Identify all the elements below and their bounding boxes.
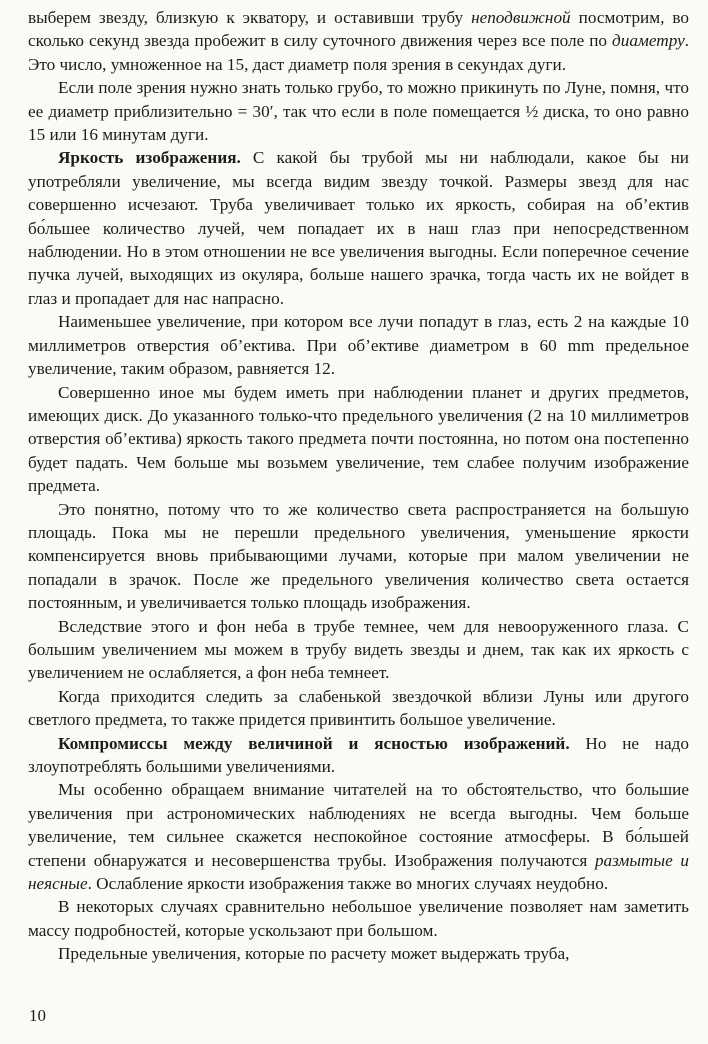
text-run: Вследствие этого и фон неба в трубе темнее, чем для невооруженного глаза. С большим увеличением мы можем в трубу видеть звезды и днем, так как их яркость с увеличением не ослабляется, а фон неба темнеет. xyxy=(28,616,689,683)
paragraph xyxy=(28,146,689,310)
paragraph xyxy=(28,778,689,895)
text-run: Когда приходится следить за слабенькой звездочкой вблизи Луны или другого светлого предмета, то также придется привинтить большое увеличение. xyxy=(28,686,689,730)
text-run: Мы особенно обращаем внимание читателей на то обстоятельство, что большие увеличения при астрономических наблюдениях не всегда выгодны. Чем больше увеличение, тем сильнее скажется неспокойное состояние атмосферы. В бо́льшей степени обнаружатся и несовершенства трубы. Изображения получаются xyxy=(28,780,689,870)
text-run: В некоторых случаях сравнительно небольшое увеличение позволяет нам заметить массу подробностей, которые ускользают при большом. xyxy=(28,897,689,940)
paragraph xyxy=(28,732,689,779)
paragraph xyxy=(28,498,689,615)
text-run: посмотрим, во сколько секунд звезда пробежит в силу суточного движения через все поле по xyxy=(28,8,689,51)
section-heading: Компромиссы между величиной и ясностью изображений. xyxy=(58,733,570,753)
paragraph xyxy=(28,6,689,76)
text-run: Но не надо злоупотреблять большими увеличениями. xyxy=(28,733,689,776)
paragraph xyxy=(28,615,689,685)
paragraph xyxy=(28,76,689,146)
emphasis: диаметру xyxy=(612,31,685,51)
paragraph xyxy=(28,895,689,942)
text-run: . Ослабление яркости изображения также во многих случаях неудобно. xyxy=(87,874,609,894)
emphasis: размытые и неясные xyxy=(28,850,689,894)
paragraph xyxy=(28,942,689,965)
text-run: Это понятно, потому что то же количество света распространяется на большую площадь. Пока мы не перешли предельного увеличения, уменьшение яркости компенсируется вновь прибывающими лучами, которые при малом увеличении не попадали в зрачок. После же предельного увеличения количество света остается постоянным, и увеличивается только площадь изображения. xyxy=(28,499,689,613)
paragraph xyxy=(28,310,689,380)
section-heading: Яркость изображения. xyxy=(58,148,241,168)
body-text xyxy=(28,6,689,966)
text-run: Если поле зрения нужно знать только грубо, то можно прикинуть по Луне, помня, что ее диаметр приблизительно = 30′, так что если в поле помещается ½ диска, то оно равно 15 или 16 минутам дуги. xyxy=(28,78,689,145)
text-run: Предельные увеличения, которые по расчету может выдержать труба, xyxy=(58,944,570,964)
page-number: 10 xyxy=(29,1006,46,1025)
emphasis: неподвижной xyxy=(471,8,571,27)
text-run: Совершенно иное мы будем иметь при наблюдении планет и других предметов, имеющих диск. До указанного только-что предельного увеличения (2 на 10 миллиметров отверстия об’ектива) яркость такого предмета почти постоянна, но потом она постепенно будет падать. Чем больше мы возьмем увеличение, тем слабее получим изображение предмета. xyxy=(28,382,689,496)
paragraph xyxy=(28,685,689,732)
text-run: Наименьшее увеличение, при котором все лучи попадут в глаз, есть 2 на каждые 10 миллиметров отверстия об’ектива. При об’ективе диаметром в 60 mm предельное увеличение, таким образом, равняется 12. xyxy=(28,312,689,379)
text-run: . Это число, умноженное на 15, даст диаметр поля зрения в секундах дуги. xyxy=(28,31,689,74)
text-run: С какой бы трубой мы ни наблюдали, какое бы ни употребляли увеличение, мы всегда видим звезду точкой. Размеры звезд для нас совершенно исчезают. Труба увеличивает только их яркость, собирая на об’ектив бо́льшее количество лучей, чем попадает их в наш глаз при непосредственном наблюдении. Но в этом отношении не все увеличения выгодны. Если поперечное сечение пучка лучей, выходящих из окуляра, больше нашего зрачка, тогда часть их не войдет в глаз и пропадает для нас напрасно. xyxy=(28,148,690,308)
paragraph xyxy=(28,381,689,498)
text-run: выберем звезду, близкую к экватору, и оставивши трубу xyxy=(28,8,472,27)
